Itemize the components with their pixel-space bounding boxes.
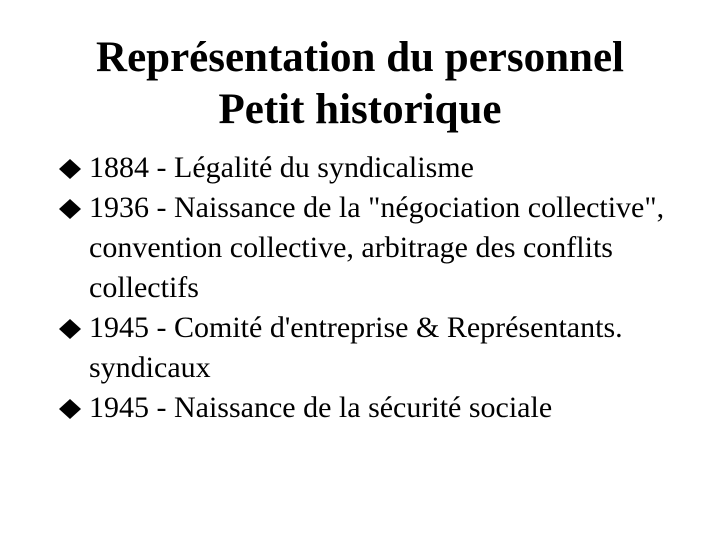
bullet-text: 1936 - Naissance de la "négociation collective", convention collective, arbitrage des conflits collectifs: [89, 191, 665, 304]
title-line-1: Représentation du personnel: [96, 34, 624, 81]
diamond-icon: [58, 319, 82, 339]
bullet-list: [58, 148, 698, 428]
diamond-icon: [58, 159, 82, 179]
bullet-item: [58, 308, 698, 388]
diamond-icon: [58, 399, 82, 419]
bullet-item: [58, 148, 698, 188]
bullet-text: 1945 - Comité d'entreprise & Représentants. syndicaux: [89, 311, 623, 384]
bullet-text: 1945 - Naissance de la sécurité sociale: [89, 391, 553, 424]
bullet-item: [58, 388, 698, 428]
slide-title: [0, 32, 720, 136]
title-line-2: Petit historique: [218, 86, 502, 133]
bullet-text: 1884 - Légalité du syndicalisme: [89, 151, 474, 184]
diamond-icon: [58, 199, 82, 219]
bullet-item: [58, 188, 698, 308]
